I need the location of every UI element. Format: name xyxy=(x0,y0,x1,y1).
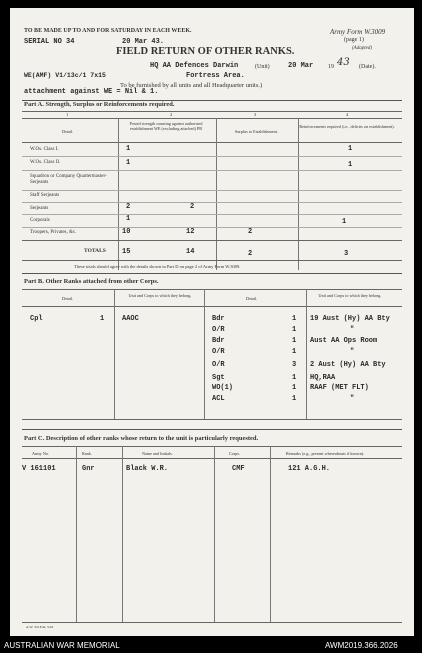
footer-credit: AUSTRALIAN WAR MEMORIAL xyxy=(4,641,120,650)
unit-date: 20 Mar xyxy=(288,62,314,70)
part-b-header-detail-left: Detail. xyxy=(62,296,74,301)
saturday-note: TO BE MADE UP TO AND FOR SATURDAY IN EACH WEEK. xyxy=(24,28,192,34)
part-a-header-reinforcements: Reinforcements required (i.e., deficits on establishment). xyxy=(299,124,395,129)
print-code: A.W. 3rd Edn. 5/43 xyxy=(26,625,54,629)
year-prefix: 19 xyxy=(328,64,334,70)
form-title: FIELD RETURN OF OTHER RANKS. xyxy=(116,46,295,57)
header-date: 20 Mar 43. xyxy=(122,38,165,46)
form-number: Army Form W.3009 xyxy=(330,28,386,36)
date-label: (Date). xyxy=(359,64,376,70)
place: Fortress Area. xyxy=(186,72,245,80)
part-a-col-3: 3 xyxy=(254,112,257,117)
part-a-header-detail: Detail. xyxy=(62,129,74,134)
serial-number: SERIAL NO 34 xyxy=(24,38,75,46)
part-a-title: Part A. Strength, Surplus or Reinforcements required. xyxy=(24,101,175,108)
part-c-header-rank: Rank. xyxy=(82,451,92,456)
adapted-note: (Adapted) xyxy=(352,46,372,51)
part-b-header-detail-right: Detail. xyxy=(246,296,258,301)
part-a-header-surplus: Surplus to Establishment. xyxy=(235,129,278,134)
part-b-title: Part B. Other Ranks attached from other Corps. xyxy=(24,278,159,285)
year-handwritten: 43 xyxy=(337,57,350,68)
part-c-header-corps: Corps. xyxy=(229,451,241,456)
part-c-title: Part C. Description of other ranks whose return to the unit is particularly requested. xyxy=(24,435,259,442)
part-a-col-4: 4 xyxy=(346,112,349,117)
part-a-col-1: 1 xyxy=(66,112,69,117)
footer-accession: AWM2019.366.2026 xyxy=(325,641,398,650)
unit-name: HQ AA Defences Darwin xyxy=(150,62,239,70)
footer-bar xyxy=(0,639,422,653)
part-a-col-2: 2 xyxy=(170,112,173,117)
part-b-header-unit-right: Unit and Corps to which they belong. xyxy=(318,293,382,298)
part-c-header-army-no: Army No. xyxy=(32,451,49,456)
page-number: (page 1) xyxy=(344,37,364,43)
part-a-header-posted: Posted strength counting against authorized establishment WE (excluding attached) PB xyxy=(129,121,203,131)
part-a-totals-note: These totals should agree with the details shown in Part D on page 2 of Army Form W.3009. xyxy=(74,264,241,269)
attachment-note: attachment against WE = Nil & 1. xyxy=(24,88,159,96)
part-c-header-name: Name and Initials. xyxy=(142,451,173,456)
unit-label: (Unit) xyxy=(255,64,270,70)
we-reference: WE(AMF) V1/13c/1 7x15 xyxy=(24,72,106,79)
part-b-header-unit-left: Unit and Corps to which they belong. xyxy=(128,293,192,298)
furnish-note: To be furnished by all units and all Headquarter units.) xyxy=(120,82,263,89)
part-c-header-remarks: Remarks (e.g., present whereabouts if known). xyxy=(286,451,365,456)
document-page: TO BE MADE UP TO AND FOR SATURDAY IN EACH WEEK. Army Form W.3009 (page 1) (Adapted) SERIAL NO 34 20 Mar 43. FIELD RETURN OF OTHER RANKS. HQ AA Defences Darwin (Unit) 20 Mar 19 43 (Date). WE(AMF) V1/13c/1 7x15 Fortress Area. To be furnished by all units and all Headquarter units.) attachment against WE = Nil & 1. Part A. Strength, Surplus or Reinforcements required. 1 2 3 4 Detail. Posted strength counting against authorized establishment WE (excluding attached) PB Surplus to Establishment. Reinforcements required (i.e., deficits on establishment). W.Os. Class I. 1 1 W.Os. Class II. 1 1 Squadron or Company Quartermaster-Serjeants Staff Serjeants Serjeants 2 2 Corporals 1 1 Troopers, Privates, &c. 10 12 2 TOTALS 15 14 2 3 These totals should agree with the details shown in Part D on page 2 of Army Form W.3009. Part B. Other Ranks attached from other Corps. Detail. Unit and Corps to which they belong. Detail. Unit and Corps to which they belong. Cpl 1 AAOC Bdr 1 19 Aust (Hy) AA Bty O/R 1 " Bdr 1 Aust AA Ops Room O/R 1 " O/R 3 2 Aust (Hy) AA Bty Sgt 1 HQ,RAA WO(1) 1 RAAF (MET FLT) ACL 1 " Part C. Description of other ranks whose return to the unit is particularly requested. Army No. Rank. Name and Initials. Corps. Remarks (e.g., present whereabouts if known). V 161101 Gnr Black W.R. CMF 121 A.G.H. A.W. 3rd Edn. 5/43 xyxy=(10,8,414,636)
